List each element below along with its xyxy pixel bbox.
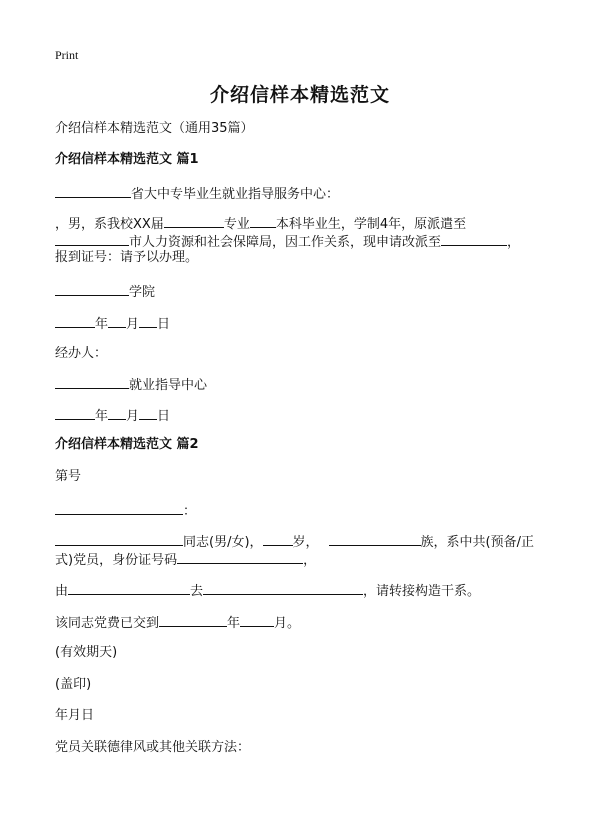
- addressee-text: 省大中专毕业生就业指导服务中心：: [131, 187, 340, 202]
- body-text: ，男，系我校XX届: [55, 217, 164, 232]
- body-text: 岁，: [292, 535, 319, 550]
- blank-field: [240, 612, 274, 627]
- blank-field: [108, 313, 126, 328]
- date-year: 年: [95, 409, 109, 424]
- body-text: 月。: [274, 616, 301, 631]
- date-line: [55, 313, 170, 334]
- blank-field: [263, 531, 293, 546]
- blank-field: [55, 281, 129, 296]
- date-day: 日: [157, 409, 171, 424]
- blank-field: [329, 531, 421, 546]
- blank-field: [139, 405, 157, 420]
- print-link[interactable]: Print: [55, 48, 79, 62]
- blank-field: [164, 213, 224, 228]
- blank-field: [55, 374, 129, 389]
- college-line: [55, 281, 155, 302]
- blank-field: [441, 231, 507, 246]
- handler-line: 经办人：: [55, 346, 108, 361]
- blank-field: [55, 231, 129, 246]
- body-text: 年: [227, 616, 241, 631]
- center-text: 就业指导中心: [129, 378, 208, 393]
- body-text: 族，系中共(预备/正: [420, 535, 534, 550]
- college-text: 学院: [129, 285, 156, 300]
- section1-heading: 介绍信样本精选范文 篇1: [55, 152, 199, 167]
- number-line: 第号: [55, 469, 82, 484]
- date-line-2: [55, 405, 170, 426]
- blank-field: [108, 405, 126, 420]
- body-text: 本科毕业生，学制4年，原派遣至: [275, 217, 467, 232]
- contact-line: 党员关联德律风或其他关联方法：: [55, 740, 251, 755]
- blank-field: [177, 549, 303, 564]
- center-line: [55, 374, 207, 395]
- body-text: 去: [190, 584, 204, 599]
- date-month: 月: [126, 409, 140, 424]
- body-text: 市人力资源和社会保障局，因工作关系，现申请改派至: [129, 235, 442, 250]
- body-text: ，: [507, 235, 521, 250]
- body-text: 同志(男/女)，: [183, 535, 263, 550]
- blank-field: [55, 313, 95, 328]
- blank-field: [55, 183, 131, 198]
- member-line-2: [55, 549, 316, 570]
- body-text: 专业: [223, 217, 250, 232]
- blank-field: [159, 612, 227, 627]
- addressee-line: [55, 183, 339, 204]
- blank-field: [203, 580, 363, 595]
- blank-field: [68, 580, 190, 595]
- blank-field: [250, 213, 276, 228]
- blank-field: [55, 500, 183, 515]
- body-line-3: 报到证号：请予以办理。: [55, 250, 199, 265]
- subtitle: 介绍信样本精选范文（通用35篇）: [55, 121, 254, 136]
- date-day: 日: [157, 317, 171, 332]
- transfer-line: [55, 580, 480, 601]
- page-title: 介绍信样本精选范文: [209, 84, 390, 106]
- colon-text: ：: [183, 504, 197, 519]
- validity-line: (有效期天): [55, 645, 118, 660]
- date-year: 年: [95, 317, 109, 332]
- seal-line: (盖印): [55, 677, 92, 692]
- section2-heading: 介绍信样本精选范文 篇2: [55, 437, 199, 452]
- dues-line: [55, 612, 300, 633]
- body-text: ，: [303, 553, 317, 568]
- body-text: 式)党员，身份证号码: [55, 553, 178, 568]
- date-month: 月: [126, 317, 140, 332]
- blank-field: [139, 313, 157, 328]
- recipient-line: [55, 500, 196, 521]
- body-text: 该同志党费已交到: [55, 616, 160, 631]
- blank-field: [55, 531, 183, 546]
- body-text: ，请转接构造干系。: [363, 584, 481, 599]
- body-text: 由: [55, 584, 69, 599]
- blank-field: [55, 405, 95, 420]
- ymd-line: 年月日: [55, 708, 95, 723]
